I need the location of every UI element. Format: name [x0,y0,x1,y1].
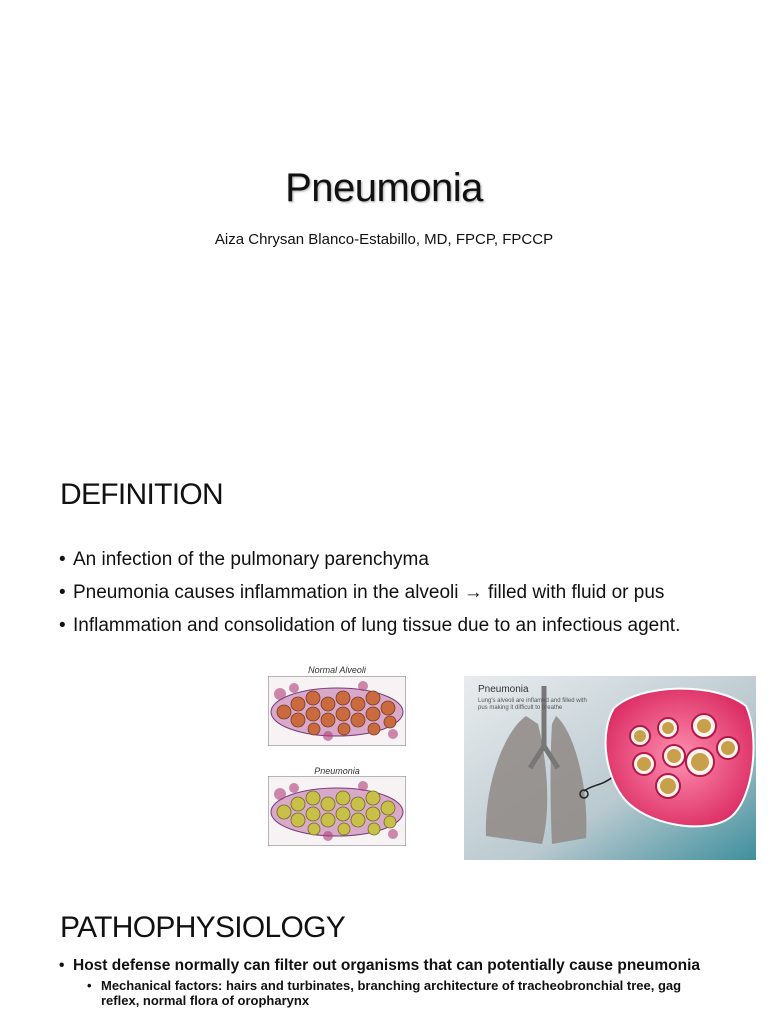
pathophysiology-bullet [59,958,719,1008]
illustration-caption: Lung's alveoli are inflamed and filled with pus making it difficult to breathe [478,698,587,711]
pneumonia-lung-illustration [464,676,756,860]
slide-subtitle: Aiza Chrysan Blanco-Estabillo, MD, FPCP, FPCCP [214,231,554,248]
slide-title: Pneumonia [285,166,483,210]
definition-bullet: • An infection of the pulmonary parenchyma [59,548,709,572]
pathophysiology-heading: PATHOPHYSIOLOGY [60,911,346,944]
pathophysiology-sub-bullet: • Mechanical factors: hairs and turbinates, branching architecture of tracheobronchial tree, gag reflex, normal flora of oropharynx [87,978,719,1008]
pathophysiology-bullets [59,958,719,1008]
normal-alveoli-illustration [268,676,406,746]
pathophysiology-bullet-text: Host defense normally can filter out organisms that can potentially cause pneumonia [73,957,701,974]
illustration-title: Pneumonia [478,684,529,695]
pneumonia-alveoli-illustration [268,776,406,846]
definition-bullet: • Pneumonia causes inflammation in the alveoli → filled with fluid or pus [59,581,709,605]
definition-heading: DEFINITION [60,478,223,511]
pneumonia-diagram-label: Pneumonia [314,766,360,776]
pathophysiology-sub-bullets [87,978,719,1008]
definition-bullet: • Inflammation and consolidation of lung tissue due to an infectious agent. [59,614,709,638]
normal-alveoli-label: Normal Alveoli [308,665,366,675]
definition-bullets [59,548,709,647]
